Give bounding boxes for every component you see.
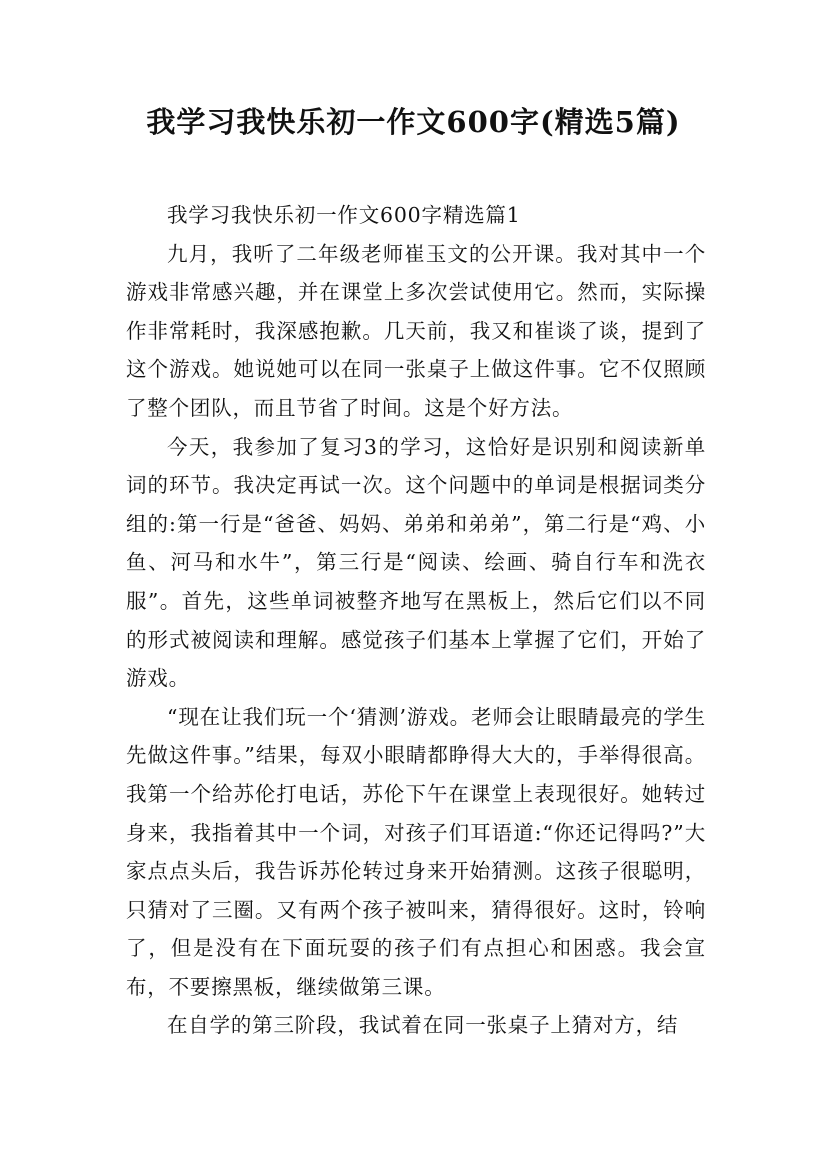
section-heading: 我学习我快乐初一作文600字精选篇1 bbox=[167, 203, 521, 227]
paragraph: “现在让我们玩一个‘猜测’游戏。老师会让眼睛最亮的学生先做这件事。”结果，每双小眼睛都睁得大大的，手举得很高。我第一个给苏伦打电话，苏伦下午在课堂上表现很好。她转过身来，我指着其中一个词，对孩子们耳语道:“你还记得吗?”大家点点头后，我告诉苏伦转过身来开始猜测。这孩子很聪明，只猜对了三圈。又有两个孩子被叫来，猜得很好。这时，铃响了，但是没有在下面玩耍的孩子们有点担心和困惑。我会宣布，不要擦黑板，继续做第三课。 bbox=[126, 704, 706, 999]
document-title: 我学习我快乐初一作文600字(精选5篇) bbox=[146, 105, 681, 139]
paragraph: 今天，我参加了复习3的学习，这恰好是识别和阅读新单词的环节。我决定再试一次。这个问题中的单词是根据词类分组的:第一行是“爸爸、妈妈、弟弟和弟弟”，第二行是“鸡、小鱼、河马和水牛”，第三行是“阅读、绘画、骑自行车和洗衣服”。首先，这些单词被整齐地写在黑板上，然后它们以不同的形式被阅读和理解。感觉孩子们基本上掌握了它们，开始了游戏。 bbox=[126, 434, 706, 691]
paragraph: 在自学的第三阶段，我试着在同一张桌子上猜对方，结 bbox=[167, 1013, 679, 1038]
paragraph: 九月，我听了二年级老师崔玉文的公开课。我对其中一个游戏非常感兴趣，并在课堂上多次尝试使用它。然而，实际操作非常耗时，我深感抱歉。几天前，我又和崔谈了谈，提到了这个游戏。她说她可以在同一张桌子上做这件事。它不仅照顾了整个团队，而且节省了时间。这是个好方法。 bbox=[126, 241, 706, 420]
document-body bbox=[126, 196, 706, 1045]
